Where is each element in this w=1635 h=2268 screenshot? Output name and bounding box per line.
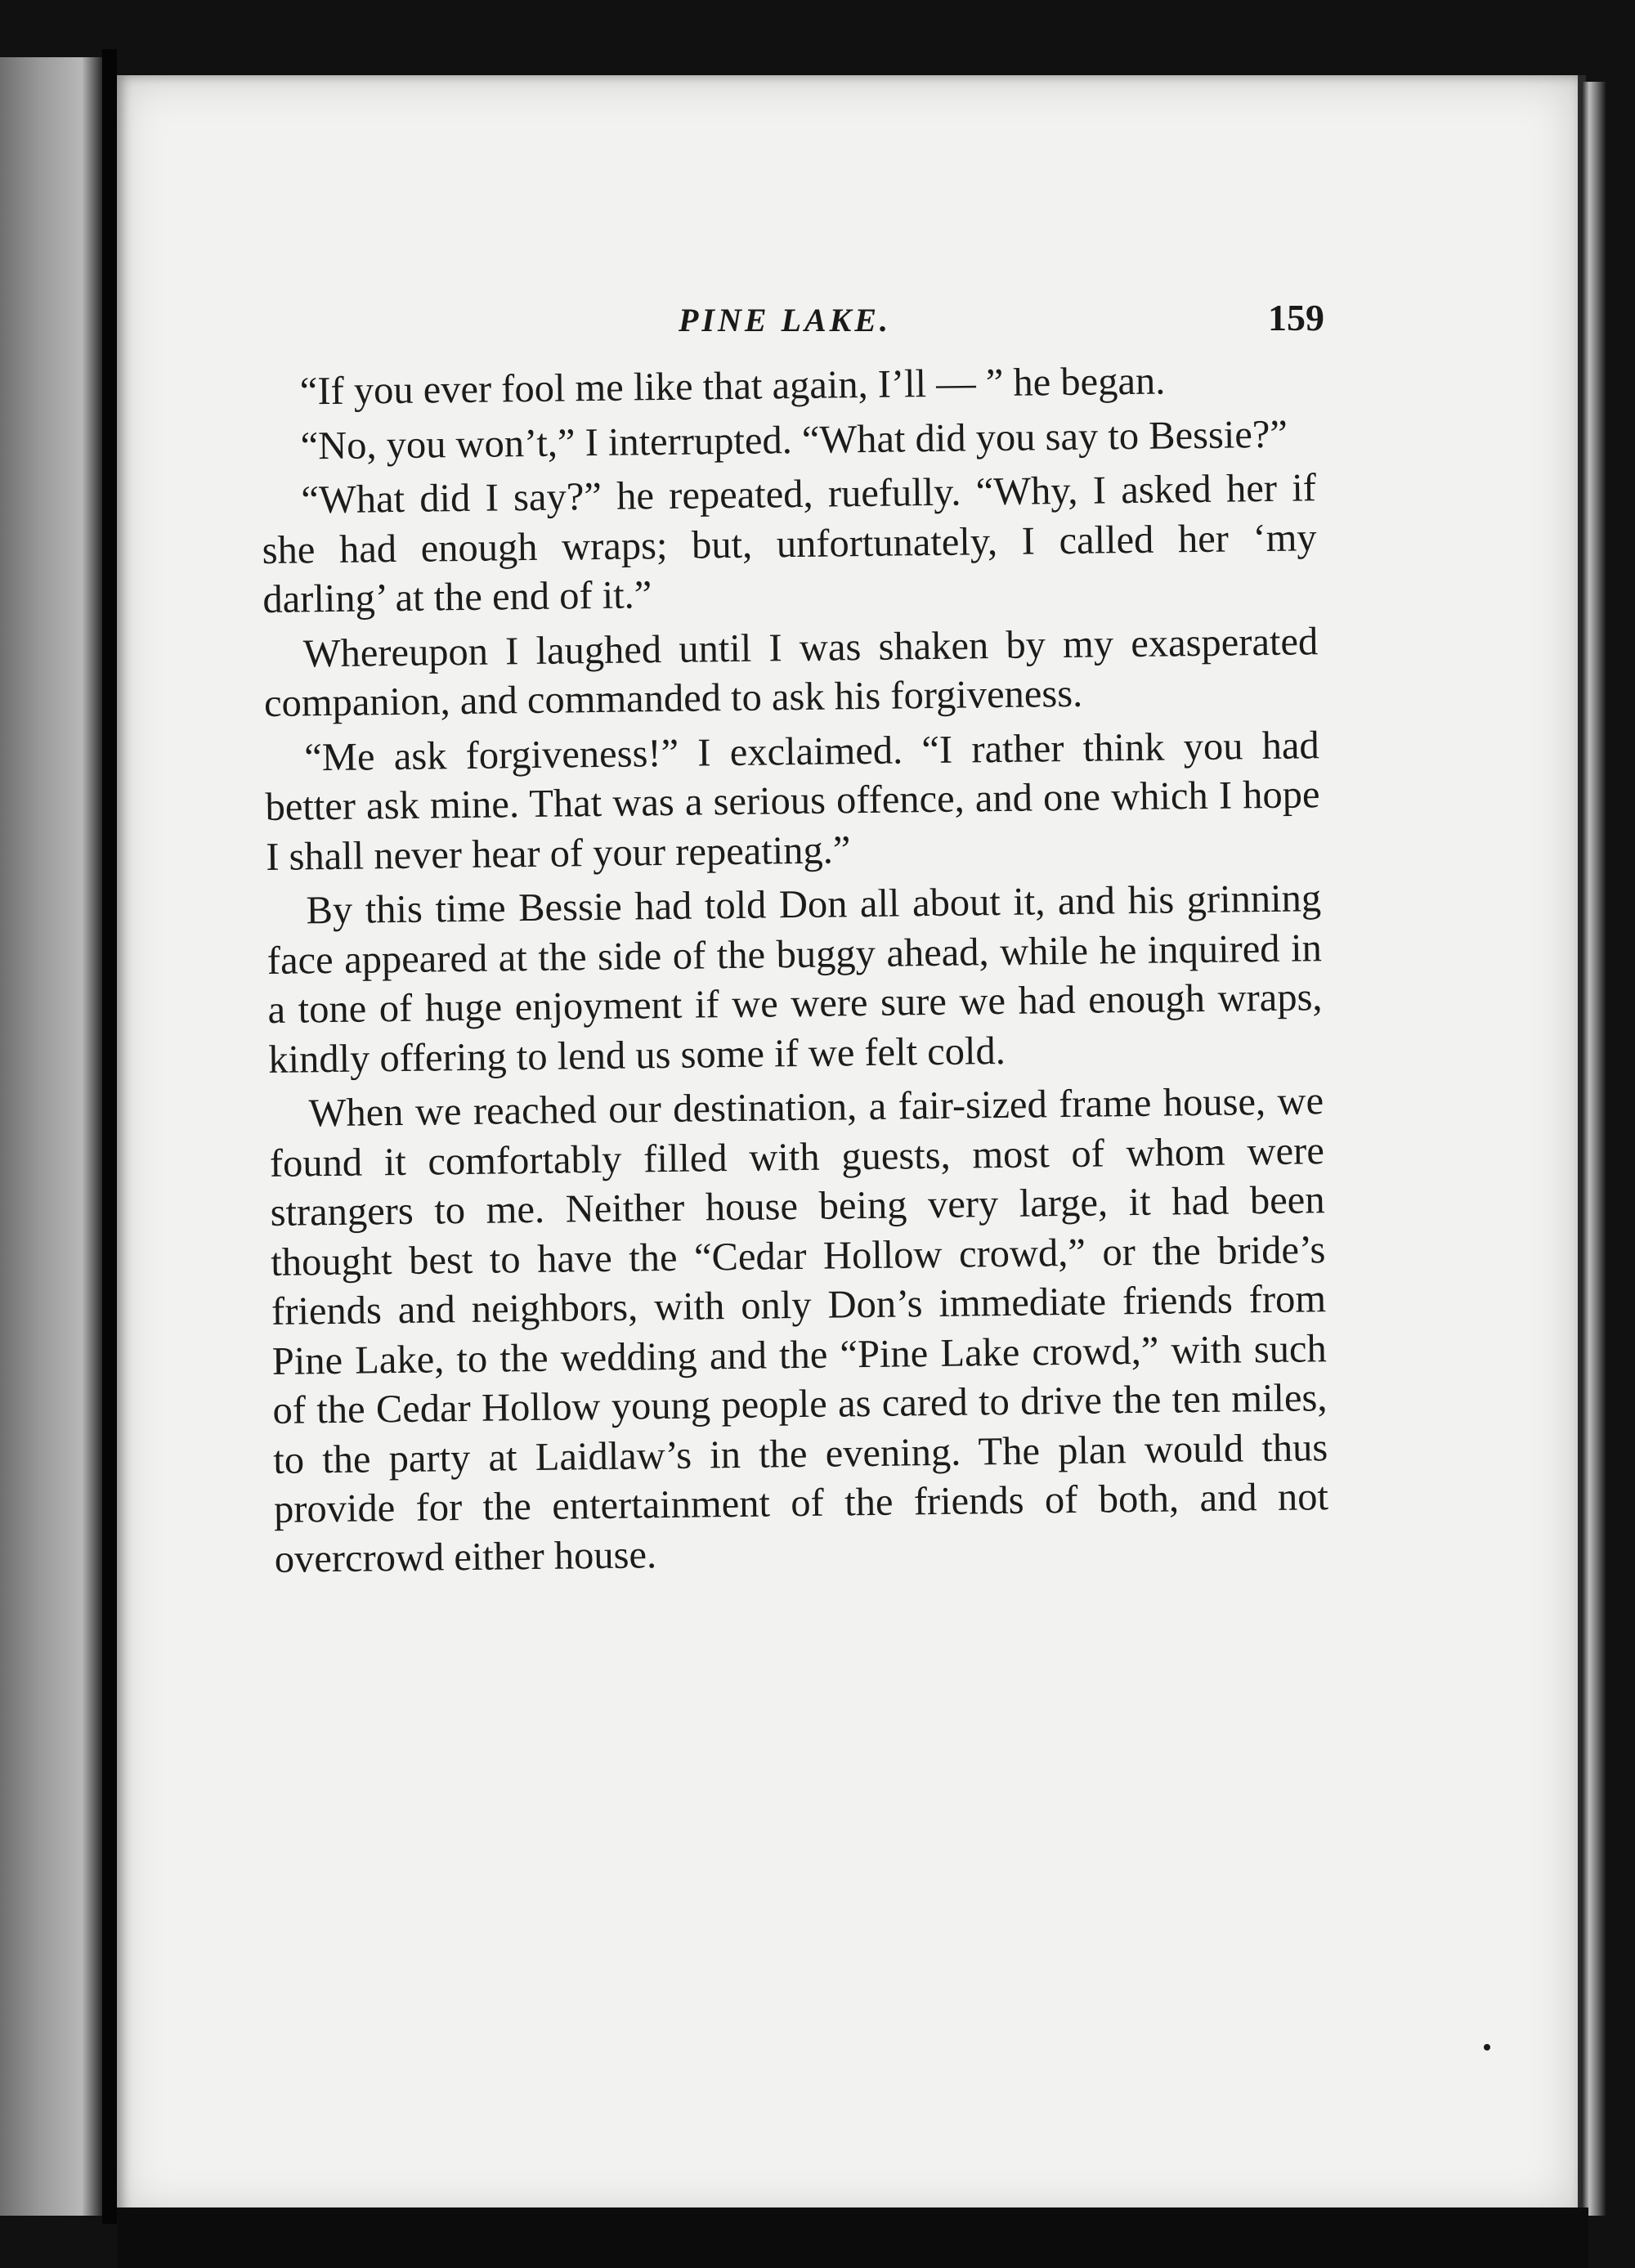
book-gutter <box>102 49 117 2224</box>
page-body <box>260 355 1329 1584</box>
page-fore-edge <box>1582 82 1606 2216</box>
paragraph: “No, you won’t,” I interrupted. “What did you say to Bessie?” <box>300 412 1288 468</box>
paragraph: “If you ever fool me like that again, I’ll — ” he began. <box>299 359 1166 414</box>
scan-speck <box>1484 2044 1490 2051</box>
paragraph: By this time Bessie had told Don all about it, and his grinning face appeared at the side of the buggy ahead, while he inquired in a tone of huge enjoyment if we were sure we had enough wraps, kindly offering to lend us some if we felt cold. <box>267 876 1323 1082</box>
scan-bottom-border <box>117 2207 1588 2268</box>
paragraph: When we reached our destination, a fair-sized frame house, we found it comfortably filled with guests, most of whom were strangers to me. Neither house being very large, it had been thought best to have the “Cedar Hollow crowd,” or the bride’s friends and neighbors, with only Don’s immediate friends from Pine Lake, to the wedding and the “Pine Lake crowd,” with such of the Cedar Hollow young people as cared to drive the ten miles, to the party at Laidlaw’s in the evening. The plan would thus provide for the entertainment of the friends of both, and not overcrowd either house. <box>269 1079 1329 1581</box>
paragraph: Whereupon I laughed until I was shaken by my exasperated companion, and commanded to ask his forgiveness. <box>263 619 1319 725</box>
running-head: PINE LAKE. <box>679 302 892 338</box>
facing-page-edge <box>0 57 102 2216</box>
page-header <box>270 297 1324 358</box>
paragraph: “What did I say?” he repeated, ruefully. “Why, I asked her if she had enough wraps; but, unfortunately, I called her ‘my darling’ at the end of it.” <box>262 466 1317 621</box>
paragraph: “Me ask forgiveness!” I exclaimed. “I rather think you had better ask mine. That was a serious offence, and one which I hope I shall never hear of your repeating.” <box>265 723 1320 879</box>
page-number: 159 <box>1268 297 1324 338</box>
